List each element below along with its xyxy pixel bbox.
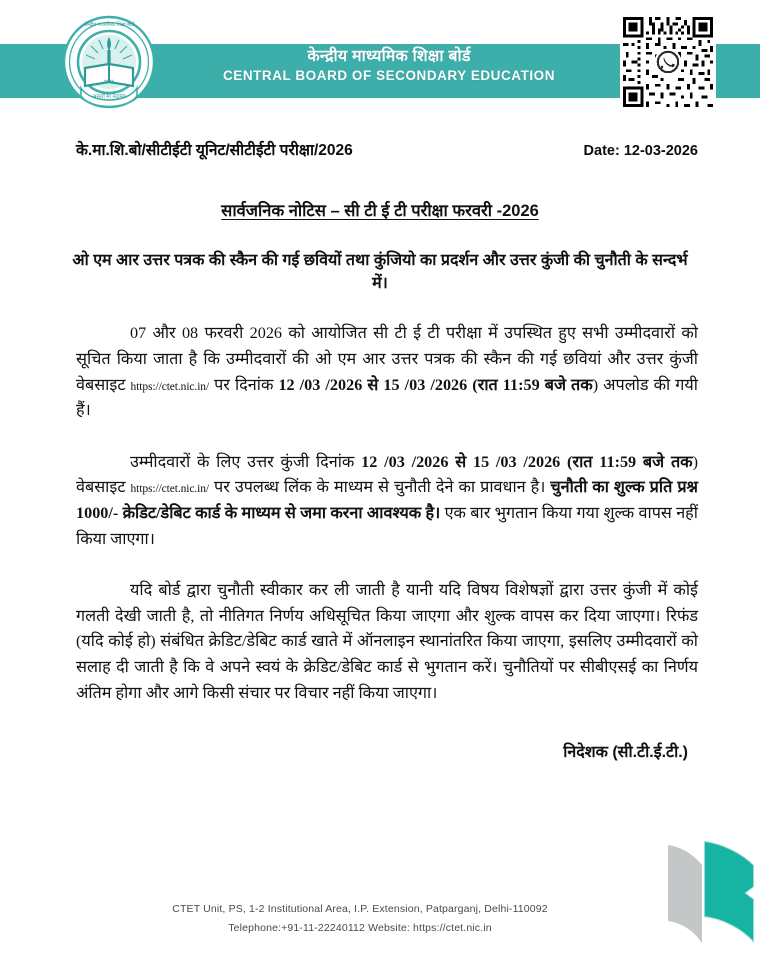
p1-text-e: ) अपलोड की गयी हैं। [76,375,698,420]
svg-text:केन्द्रीय माध्यमिक शिक्षा बोर्: केन्द्रीय माध्यमिक शिक्षा बोर्ड [84,22,134,28]
notice-date: Date: 12-03-2026 [583,143,698,159]
p1-text-c: से [362,375,384,394]
cbse-emblem-icon [57,12,161,116]
notice-subtitle: ओ एम आर उत्तर पत्रक की स्कैन की गई छवियों तथा कुंजियो का प्रदर्शन और उत्तर कुंजी की चुनौती के सन्दर्भ में। [72,252,688,293]
p2-fee-amount: 1000/- [76,503,119,522]
reference-number: के.मा.शि.बो/सीटीईटी यूनिट/सीटीईटी परीक्षा/2026 [76,142,353,159]
board-name-hindi: केन्द्रीय माध्यमिक शिक्षा बोर्ड [307,48,471,65]
p2-text-f: एक बार भुगतान किया गया शुल्क वापस नहीं किया जाएगा। [76,503,698,548]
signatory: निदेशक (सी.टी.ई.टी.) [563,744,688,762]
p2-text-a: उम्मीदवारों के लिए उत्तर कुंजी दिनांक [130,452,362,471]
p1-text-a: 07 और 08 फरवरी 2026 को आयोजित सी टी ई टी परीक्षा में उपस्थित हुए सभी उम्मीदवारों को सूचित किया जाता है कि उम्मीदवारों की ओ एम आर उत्तर पत्रक की स्कैन की गई छवियां और उत्तर कुंजी वेबसाइट [76,324,698,394]
svg-text:असतो मा सद्गमय: असतो मा सद्गमय [92,94,126,100]
open-book-logo-icon [648,831,760,951]
p2-text-d: ) वेबसाइट [76,452,699,497]
p2-end-date: 15 /03 /2026 [472,452,561,471]
p1-deadline-time: (रात 11:59 बजे तक [467,375,593,394]
p2-start-date: 12 /03 /2026 [361,452,449,471]
p2-deadline-time: (रात 11:59 बजे तक [560,452,693,471]
svg-text:भारत: भारत [104,79,114,85]
notice-body [76,321,698,706]
ctet-website-url-1[interactable]: https://ctet.nic.in/ [130,380,210,393]
document-footer [0,900,760,937]
paragraph-2 [76,450,698,552]
p2-text-b: से [448,452,473,471]
p2-text-e: पर उपलब्ध लिंक के माध्यम से चुनौती देने का प्रावधान है। [209,478,551,497]
paragraph-1 [76,321,698,423]
document-header [0,0,760,126]
p1-text-b: पर दिनांक [209,375,279,394]
paragraph-3: यदि बोर्ड द्वारा चुनौती स्वीकार कर ली जाती है यानी यदि विषय विशेषज्ञों द्वारा उत्तर कुंजी में कोई गलती देखी जाती है, तो नीतिगत निर्णय अधिसूचित किया जाएगा और शुल्क वापस कर दिया जाएगा। रिफंड (यदि कोई हो) संबंधित क्रेडिट/डेबिट कार्ड खाते में ऑनलाइन स्थानांतरित किया जाएगा, इसलिए उम्मीदवारों को सलाह दी जाती है कि वे अपने स्वयं के क्रेडिट/डेबिट कार्ड से भुगतान करें। चुनौतियों पर सीबीएसई का निर्णय अंतिम होगा और आगे किसी संचार पर विचार नहीं किया जाएगा। [76,581,698,702]
reference-row [76,138,698,160]
page-title: सार्वजनिक नोटिस – सी टी ई टी परीक्षा फरवरी -2026 [221,202,539,220]
footer-contact: Telephone:+91-11-22240112 Website: https://ctet.nic.in [228,921,492,934]
p1-end-date: 15 /03 /2026 [383,375,468,394]
p1-start-date: 12 /03 /2026 [278,375,363,394]
p2-payment-mode: क्रेडिट/डेबिट कार्ड के माध्यम से जमा करना आवश्यक है। [118,503,441,522]
p2-challenge-fee-label: चुनौती का शुल्क प्रति प्रश्न [550,478,698,497]
board-name-english: CENTRAL BOARD OF SECONDARY EDUCATION [222,67,556,83]
whatsapp-qr-code-icon[interactable] [620,14,716,110]
footer-address: CTET Unit, PS, 1-2 Institutional Area, I.P. Extension, Patparganj, Delhi-110092 [172,903,548,916]
ctet-website-url-2[interactable]: https://ctet.nic.in/ [130,483,209,496]
